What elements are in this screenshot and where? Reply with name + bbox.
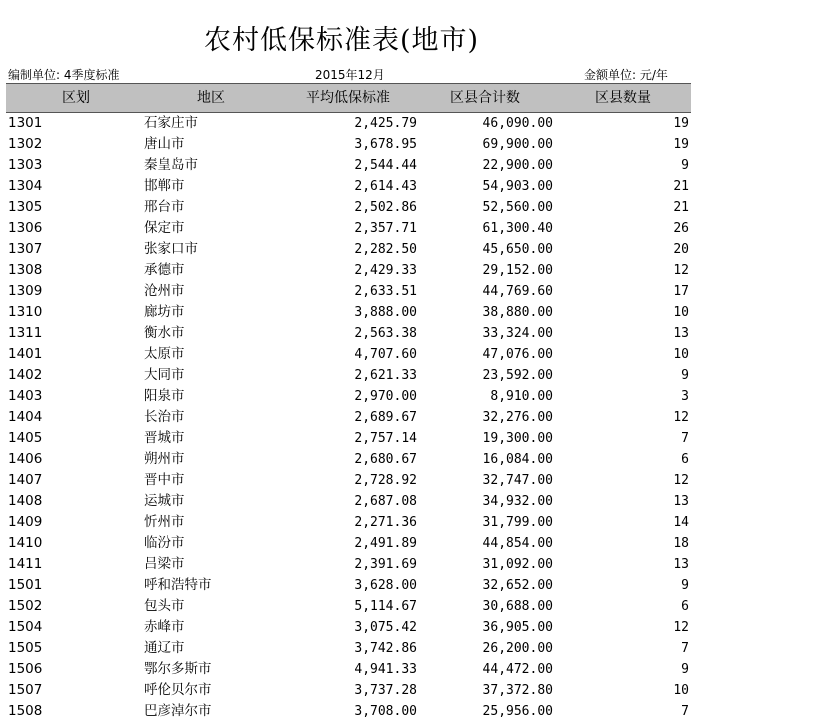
cell-county-count: 21 [673, 179, 689, 194]
cell-code: 1303 [8, 157, 43, 173]
table-row [6, 365, 691, 386]
cell-region: 邢台市 [144, 199, 185, 215]
cell-code: 1502 [8, 598, 43, 614]
cell-region: 阳泉市 [144, 388, 185, 404]
report-date: 2015年12月 [315, 68, 385, 82]
cell-county-count: 12 [673, 263, 689, 278]
table-row [6, 407, 691, 428]
cell-avg-standard: 3,708.00 [354, 704, 417, 719]
cell-avg-standard: 2,757.14 [354, 431, 417, 446]
table-row [6, 596, 691, 617]
cell-county-count: 14 [673, 515, 689, 530]
compiling-unit: 编制单位: 4季度标准 [8, 68, 120, 82]
table-row [6, 281, 691, 302]
cell-code: 1408 [8, 493, 43, 509]
cell-region: 长治市 [144, 409, 185, 425]
cell-avg-standard: 2,687.08 [354, 494, 417, 509]
cell-county-count: 19 [673, 116, 689, 131]
cell-county-count: 13 [673, 494, 689, 509]
cell-region: 晋城市 [144, 430, 185, 446]
cell-county-total: 44,769.60 [482, 284, 553, 299]
table-row [6, 134, 691, 155]
header-avg-standard: 平均低保标准 [306, 90, 390, 106]
cell-avg-standard: 3,737.28 [354, 683, 417, 698]
cell-county-total: 26,200.00 [482, 641, 553, 656]
cell-county-count: 7 [681, 431, 689, 446]
cell-avg-standard: 2,728.92 [354, 473, 417, 488]
cell-region: 保定市 [144, 220, 185, 236]
page-title: 农村低保标准表(地市) [204, 25, 480, 56]
cell-region: 大同市 [144, 367, 185, 383]
cell-code: 1402 [8, 367, 43, 383]
cell-region: 赤峰市 [144, 619, 185, 635]
cell-county-count: 13 [673, 326, 689, 341]
cell-county-total: 34,932.00 [482, 494, 553, 509]
cell-code: 1404 [8, 409, 43, 425]
cell-code: 1301 [8, 115, 43, 131]
cell-county-total: 23,592.00 [482, 368, 553, 383]
cell-code: 1409 [8, 514, 43, 530]
cell-code: 1410 [8, 535, 43, 551]
cell-county-total: 45,650.00 [482, 242, 553, 257]
cell-code: 1305 [8, 199, 43, 215]
cell-code: 1308 [8, 262, 43, 278]
cell-region: 唐山市 [144, 136, 185, 152]
cell-avg-standard: 2,621.33 [354, 368, 417, 383]
cell-county-count: 10 [673, 683, 689, 698]
cell-code: 1401 [8, 346, 43, 362]
cell-code: 1507 [8, 682, 43, 698]
cell-avg-standard: 2,970.00 [354, 389, 417, 404]
cell-avg-standard: 2,425.79 [354, 116, 417, 131]
cell-county-total: 31,799.00 [482, 515, 553, 530]
cell-county-total: 33,324.00 [482, 326, 553, 341]
cell-county-total: 52,560.00 [482, 200, 553, 215]
cell-code: 1405 [8, 430, 43, 446]
table-body [6, 113, 691, 722]
cell-avg-standard: 3,075.42 [354, 620, 417, 635]
cell-county-count: 19 [673, 137, 689, 152]
cell-avg-standard: 2,680.67 [354, 452, 417, 467]
table-row [6, 113, 691, 134]
table-row [6, 344, 691, 365]
table-row [6, 155, 691, 176]
cell-region: 衡水市 [144, 325, 185, 341]
cell-county-total: 54,903.00 [482, 179, 553, 194]
cell-region: 晋中市 [144, 472, 185, 488]
cell-county-total: 32,747.00 [482, 473, 553, 488]
table-row [6, 701, 691, 722]
cell-avg-standard: 2,563.38 [354, 326, 417, 341]
cell-county-count: 12 [673, 620, 689, 635]
cell-region: 朔州市 [144, 451, 185, 467]
cell-code: 1403 [8, 388, 43, 404]
cell-avg-standard: 2,391.69 [354, 557, 417, 572]
cell-county-total: 29,152.00 [482, 263, 553, 278]
cell-avg-standard: 2,633.51 [354, 284, 417, 299]
cell-avg-standard: 2,271.36 [354, 515, 417, 530]
cell-county-total: 61,300.40 [482, 221, 553, 236]
cell-county-count: 18 [673, 536, 689, 551]
table-row [6, 239, 691, 260]
table-row [6, 197, 691, 218]
header-county-count: 区县数量 [595, 90, 651, 106]
table-row [6, 617, 691, 638]
table-row [6, 554, 691, 575]
cell-county-total: 46,090.00 [482, 116, 553, 131]
cell-region: 临汾市 [144, 535, 185, 551]
cell-county-count: 9 [681, 578, 689, 593]
cell-region: 忻州市 [144, 514, 185, 530]
cell-county-count: 12 [673, 410, 689, 425]
cell-county-count: 26 [673, 221, 689, 236]
cell-code: 1411 [8, 556, 43, 572]
table-row [6, 323, 691, 344]
cell-county-total: 37,372.80 [482, 683, 553, 698]
table-header [6, 83, 691, 113]
cell-county-total: 44,854.00 [482, 536, 553, 551]
data-table [6, 83, 691, 722]
cell-county-total: 30,688.00 [482, 599, 553, 614]
cell-county-count: 9 [681, 368, 689, 383]
cell-region: 巴彦淖尔市 [144, 703, 212, 719]
cell-county-total: 16,084.00 [482, 452, 553, 467]
cell-region: 邯郸市 [144, 178, 185, 194]
cell-county-count: 10 [673, 347, 689, 362]
cell-region: 承德市 [144, 262, 185, 278]
cell-code: 1505 [8, 640, 43, 656]
cell-code: 1506 [8, 661, 43, 677]
table-row [6, 512, 691, 533]
cell-region: 包头市 [144, 598, 185, 614]
cell-county-total: 44,472.00 [482, 662, 553, 677]
cell-county-count: 3 [681, 389, 689, 404]
cell-avg-standard: 5,114.67 [354, 599, 417, 614]
cell-code: 1304 [8, 178, 43, 194]
cell-county-count: 21 [673, 200, 689, 215]
cell-region: 通辽市 [144, 640, 185, 656]
table-row [6, 218, 691, 239]
table-row [6, 659, 691, 680]
header-region: 地区 [197, 90, 225, 106]
cell-county-count: 7 [681, 641, 689, 656]
table-row [6, 533, 691, 554]
cell-code: 1310 [8, 304, 43, 320]
cell-avg-standard: 3,742.86 [354, 641, 417, 656]
cell-region: 石家庄市 [144, 115, 198, 131]
table-row [6, 428, 691, 449]
cell-county-total: 32,652.00 [482, 578, 553, 593]
cell-avg-standard: 2,491.89 [354, 536, 417, 551]
cell-avg-standard: 2,282.50 [354, 242, 417, 257]
cell-avg-standard: 2,502.86 [354, 200, 417, 215]
cell-county-total: 47,076.00 [482, 347, 553, 362]
cell-avg-standard: 3,678.95 [354, 137, 417, 152]
cell-county-total: 22,900.00 [482, 158, 553, 173]
cell-county-total: 69,900.00 [482, 137, 553, 152]
cell-avg-standard: 4,707.60 [354, 347, 417, 362]
cell-county-count: 13 [673, 557, 689, 572]
cell-region: 沧州市 [144, 283, 185, 299]
header-code: 区划 [62, 90, 90, 106]
cell-avg-standard: 3,888.00 [354, 305, 417, 320]
cell-county-total: 31,092.00 [482, 557, 553, 572]
cell-region: 秦皇岛市 [144, 157, 198, 173]
cell-avg-standard: 2,429.33 [354, 263, 417, 278]
cell-county-count: 12 [673, 473, 689, 488]
cell-avg-standard: 4,941.33 [354, 662, 417, 677]
cell-county-total: 8,910.00 [490, 389, 553, 404]
cell-avg-standard: 3,628.00 [354, 578, 417, 593]
money-unit: 金额单位: 元/年 [584, 68, 668, 82]
cell-code: 1311 [8, 325, 43, 341]
cell-code: 1309 [8, 283, 43, 299]
cell-avg-standard: 2,357.71 [354, 221, 417, 236]
cell-county-count: 7 [681, 704, 689, 719]
cell-county-total: 38,880.00 [482, 305, 553, 320]
cell-avg-standard: 2,614.43 [354, 179, 417, 194]
cell-county-count: 6 [681, 599, 689, 614]
cell-county-count: 20 [673, 242, 689, 257]
cell-avg-standard: 2,689.67 [354, 410, 417, 425]
cell-region: 鄂尔多斯市 [144, 661, 212, 677]
table-row [6, 680, 691, 701]
cell-county-total: 36,905.00 [482, 620, 553, 635]
cell-region: 呼和浩特市 [144, 577, 212, 593]
cell-county-count: 9 [681, 158, 689, 173]
cell-code: 1504 [8, 619, 43, 635]
table-row [6, 176, 691, 197]
cell-avg-standard: 2,544.44 [354, 158, 417, 173]
cell-region: 呼伦贝尔市 [144, 682, 212, 698]
cell-region: 廊坊市 [144, 304, 185, 320]
table-row [6, 638, 691, 659]
cell-code: 1508 [8, 703, 43, 719]
cell-county-count: 9 [681, 662, 689, 677]
cell-county-count: 6 [681, 452, 689, 467]
cell-region: 吕梁市 [144, 556, 185, 572]
cell-county-count: 17 [673, 284, 689, 299]
table-row [6, 491, 691, 512]
table-row [6, 260, 691, 281]
cell-code: 1307 [8, 241, 43, 257]
table-row [6, 386, 691, 407]
cell-region: 运城市 [144, 493, 185, 509]
header-county-total: 区县合计数 [450, 90, 520, 106]
cell-code: 1306 [8, 220, 43, 236]
cell-county-total: 25,956.00 [482, 704, 553, 719]
cell-county-total: 19,300.00 [482, 431, 553, 446]
table-row [6, 575, 691, 596]
cell-code: 1406 [8, 451, 43, 467]
cell-code: 1407 [8, 472, 43, 488]
table-row [6, 302, 691, 323]
table-row [6, 470, 691, 491]
cell-code: 1302 [8, 136, 43, 152]
cell-region: 张家口市 [144, 241, 198, 257]
cell-county-count: 10 [673, 305, 689, 320]
table-row [6, 449, 691, 470]
cell-region: 太原市 [144, 346, 185, 362]
cell-county-total: 32,276.00 [482, 410, 553, 425]
cell-code: 1501 [8, 577, 43, 593]
